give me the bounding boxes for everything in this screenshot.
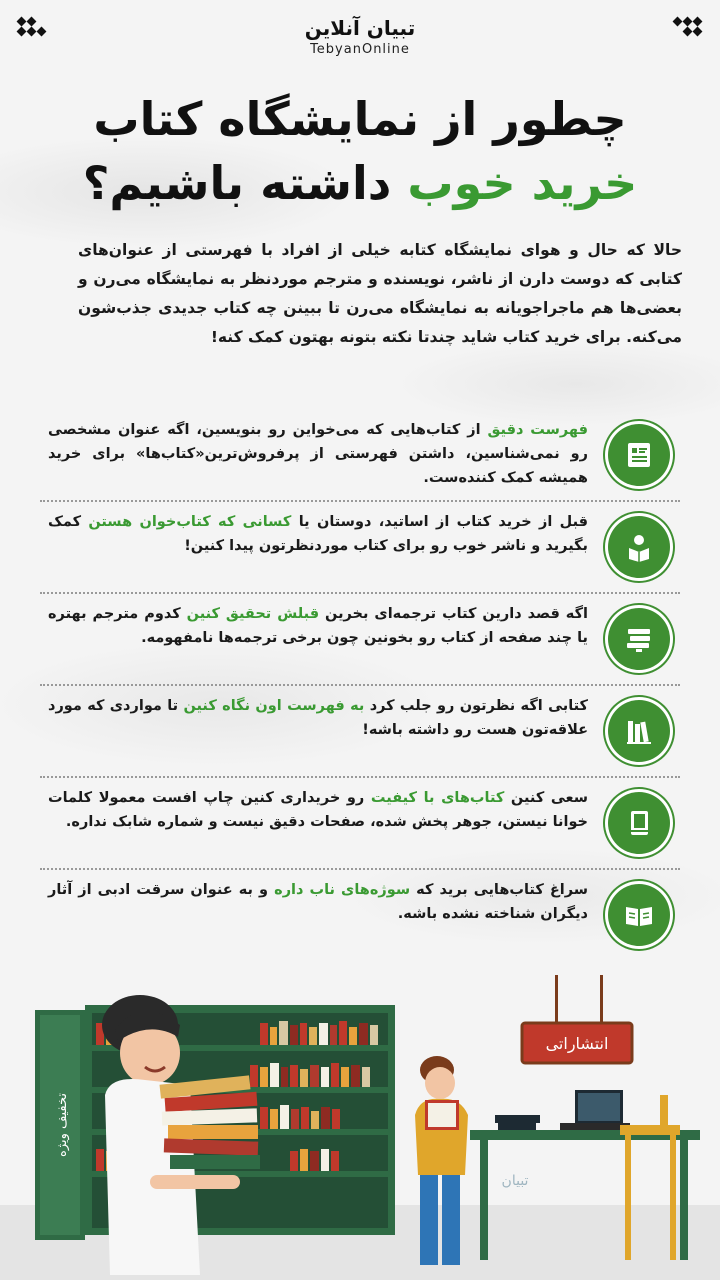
tip-item [40, 780, 680, 870]
tip-text: اگه قصد دارین کتاب ترجمه‌ای بخرین قبلش تحقیق کنین کدوم مترجم بهتره یا چند صفحه از کتاب رو بخونین چون برخی ترجمه‌ها نامفهومه. [48, 606, 588, 646]
reader-icon [608, 516, 670, 578]
tip-item [40, 504, 680, 594]
tip-item [40, 596, 680, 686]
page-title [40, 88, 680, 216]
tip-text: کتابی اگه نظرتون رو جلب کرد به فهرست اون نگاه کنین تا مواردی که مورد علاقه‌تون هست رو داشته باشه! [48, 698, 588, 738]
shelf-label: تخفیف ویژه [55, 1093, 70, 1157]
title-highlight: خرید خوب [407, 156, 638, 210]
bookshelf-icon [608, 700, 670, 762]
brand-logo [0, 16, 720, 57]
tip-text: سعی کنین کتاب‌های با کیفیت رو خریداری کنین چاپ افست معمولا کلمات خوانا نیستن، جوهر پخش شده، صفحات دقیق نیست و شماره شابک نداره. [48, 790, 588, 830]
list-icon [608, 424, 670, 486]
sign-label: انتشاراتی [545, 1034, 609, 1053]
tip-text: سراغ کتاب‌هایی برید که سوژه‌های ناب داره و به عنوان سرقت ادبی از آثار دیگران شناخته نشده باشه. [48, 882, 588, 922]
brand-name-fa: تبیان آنلاین [304, 16, 416, 40]
brand-name-en: TebyanOnline [310, 42, 410, 57]
tips-list [40, 412, 680, 964]
intro-paragraph: حالا که حال و هوای نمایشگاه کتابه خیلی از افراد با فهرستی از عنوان‌های کتابی که دوست دارن از ناشر، نویسنده و مترجم موردنظر به نمایشگاه می‌رن و بعضی‌ها هم ماجراجویانه به نمایشگاه می‌رن تا ببینن چه کتاب جدیدی جذب‌شون می‌کنه. برای خرید کتاب شاید چندتا نکته بتونه بهتون کمک کنه! [78, 241, 682, 346]
book-icon [608, 792, 670, 854]
title-line-1: چطور از نمایشگاه کتاب [93, 92, 627, 146]
tip-item [40, 872, 680, 962]
tip-text: قبل از خرید کتاب از اساتید، دوستان یا کسانی که کتاب‌خوان هستن کمک بگیرید و ناشر خوب رو برای کتاب موردنظرتون پیدا کنین! [48, 514, 588, 554]
bookstore-illustration [0, 975, 720, 1280]
tip-item [40, 412, 680, 502]
watermark: تبیان [501, 1173, 529, 1189]
open-book-icon [608, 884, 670, 946]
tip-text: فهرست دقیق از کتاب‌هایی که می‌خواین رو بنویسین، اگه عنوان مشخصی رو نمی‌شناسین، داشتن فهرستی از پرفروش‌ترین«کتاب‌ها» برای خرید همیشه کمک کننده‌ست. [48, 422, 588, 486]
title-rest: داشته باشیم؟ [82, 156, 392, 210]
title-line-2 [40, 150, 680, 216]
tip-item [40, 688, 680, 778]
book-stack-icon [608, 608, 670, 670]
